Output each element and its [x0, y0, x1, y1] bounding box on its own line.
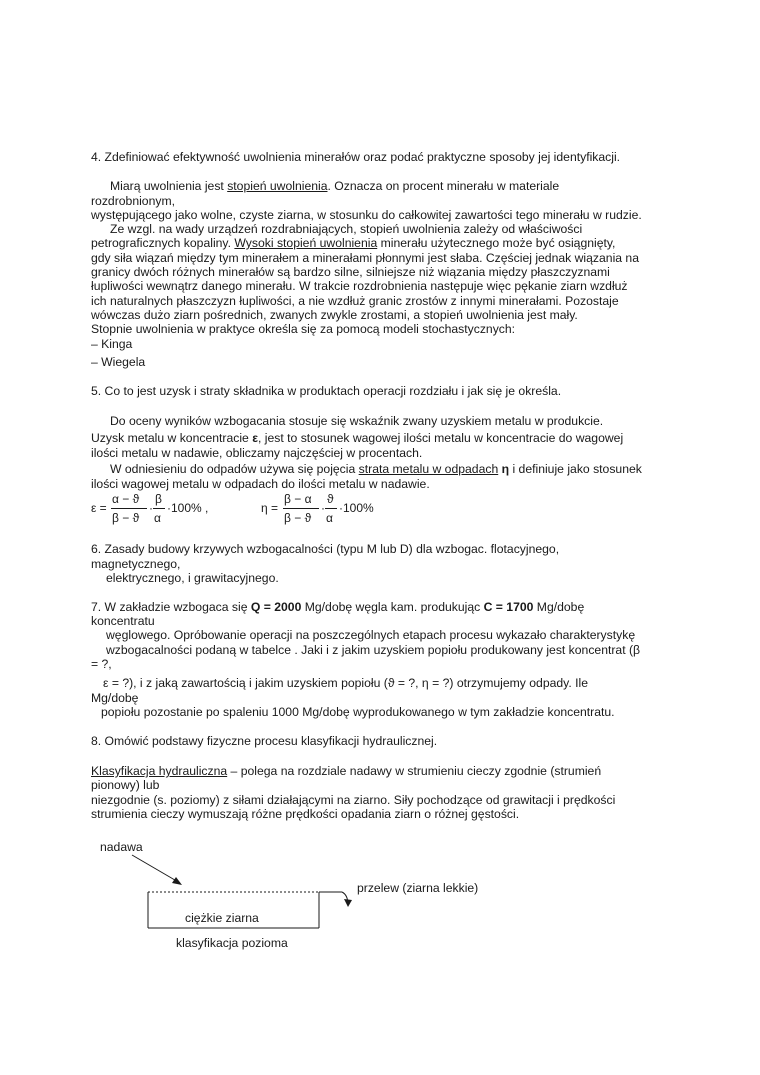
q8-line-2: pionowy) lub — [91, 778, 160, 792]
q7-text: 7. W zakładzie wzbogaca się — [91, 600, 251, 614]
q4-line-1 — [110, 179, 559, 194]
formula-eta-num1: β − α — [284, 492, 312, 506]
q7-text: Mg/dobę — [533, 600, 585, 614]
arrow-head-icon — [172, 877, 182, 885]
q5-text: i definiuje jako stosunek — [509, 462, 642, 476]
q5-line-4 — [110, 462, 642, 477]
q4-line-11: Stopnie uwolnienia w praktyce określa się za pomocą modeli stochastycznych: — [91, 322, 516, 336]
term-stopien-uwolnienia: stopień uwolnienia — [227, 179, 328, 193]
q7-line-7: Mg/dobę — [91, 691, 139, 705]
formula-eta-den2: α — [326, 511, 333, 525]
fraction-bar — [111, 508, 147, 509]
term-klasyfikacja-hydrauliczna: Klasyfikacja hydrauliczna — [91, 764, 228, 778]
formula-eta-tail: ·100% — [339, 501, 374, 515]
q8-line-1 — [91, 764, 601, 779]
q7-line-1 — [91, 600, 584, 615]
q4-line-7: granicy dwóch różnych minerałów są bardzo silne, silniejsze niż wiązania między płaszczyznami — [91, 265, 610, 279]
q7-line-5: = ?, — [91, 657, 112, 671]
label-heavy-grains: ciężkie ziarna — [185, 911, 259, 925]
q4-line-4: Ze wzgl. na wady urządzeń rozdrabniających, stopień uwolnienia zależy od właściwości — [110, 222, 583, 236]
q4-line-5 — [91, 236, 615, 251]
formula-eta-lhs: η = — [261, 501, 279, 515]
formula-epsilon-num2: β — [155, 492, 162, 506]
formula-epsilon-num1: α − ϑ — [112, 492, 140, 506]
symbol-eta: η — [501, 462, 510, 476]
classification-diagram — [90, 835, 530, 955]
value-q: Q = 2000 — [250, 600, 302, 614]
q5-line-3: ilości metalu w nadawie, obliczamy najczęściej w procentach. — [91, 446, 423, 460]
q6-line-2: magnetycznego, — [91, 557, 181, 571]
formula-epsilon-lhs: ε = — [91, 501, 107, 515]
q5-title: 5. Co to jest uzysk i straty składnika w produktach operacji rozdziału i jak się je określa. — [91, 384, 562, 398]
q7-text: Mg/dobę węgla kam. produkując — [301, 600, 484, 614]
formulas — [91, 490, 411, 528]
q8-line-3: niezgodnie (s. poziomy) z siłami działającymi na ziarno. Siły pochodzące od grawitacji i prędkości — [91, 793, 616, 807]
q7-line-8: popiołu pozostanie po spaleniu 1000 Mg/dobę wyprodukowanego w tym zakładzie koncentratu. — [101, 705, 615, 719]
term-strata-metalu: strata metalu w odpadach — [358, 462, 499, 476]
q7-line-2: koncentratu — [91, 614, 155, 628]
formula-epsilon-den1: β − ϑ — [112, 511, 140, 525]
q5-text: , jest to stosunek wagowej ilości metalu w koncentracie do wagowej — [258, 431, 624, 445]
value-c: C = 1700 — [483, 600, 534, 614]
diagram-caption: klasyfikacja pozioma — [176, 936, 288, 950]
q8-line-4: strumienia cieczy wymuszają różne prędkości opadania ziarn o różnej gęstości. — [91, 807, 520, 821]
q6-line-1: 6. Zasady budowy krzywych wzbogacalności (typu M lub D) dla wzbogac. flotacyjnego, — [91, 542, 560, 556]
q4-line-10: wówczas dużo ziarn pośrednich, zwanych zwykle zrostami, a stopień uwolnienia jest mały. — [91, 308, 578, 322]
formula-eta-dot: · — [321, 501, 325, 515]
formula-eta-num2: ϑ — [327, 492, 334, 506]
feed-arrow-line — [132, 855, 180, 883]
formula-epsilon-dot: · — [149, 501, 153, 515]
q4-line-6: gdy siła wiązań między tym minerałem a minerałami płonnymi jest słaba. Częściej jednak wiązania na — [91, 251, 639, 265]
q5-line-5: ilości wagowej metalu w odpadach do ilości metalu w nadawie. — [91, 477, 430, 491]
q4-text: petrograficznych kopaliny. — [91, 236, 235, 250]
list-item-kinga: – Kinga — [91, 337, 133, 351]
q6-line-3: elektrycznego, i grawitacyjnego. — [106, 571, 279, 585]
label-overflow: przelew (ziarna lekkie) — [357, 881, 479, 895]
q5-line-1: Do oceny wyników wzbogacania stosuje się wskaźnik zwany uzyskiem metalu w produkcie. — [110, 414, 604, 428]
q4-text: . Oznacza on procent minerału w materiale — [327, 179, 560, 193]
q4-title: 4. Zdefiniować efektywność uwolnienia minerałów oraz podać praktyczne sposoby jej identyfikacji. — [91, 150, 621, 164]
q4-line-8: łupliwości wewnątrz danego minerału. W trakcie rozdrobnienia następuje więc pękanie ziarn wzdłuż — [91, 279, 628, 293]
q4-text: Miarą uwolnienia jest — [110, 179, 228, 193]
q5-line-2 — [91, 431, 623, 446]
q4-line-9: ich naturalnych płaszczyzn łupliwości, a nie wzdłuż granic zrostów z innymi minerałami. Pozostaje — [91, 294, 619, 308]
fraction-bar — [325, 508, 337, 509]
term-wysoki-stopien: Wysoki stopień uwolnienia — [234, 236, 378, 250]
formula-epsilon-tail: ·100% , — [167, 501, 209, 515]
fraction-bar — [153, 508, 165, 509]
q4-line-3: występującego jako wolne, czyste ziarna, w stosunku do całkowitej zawartości tego minerału w rudzie. — [91, 208, 642, 222]
q4-text: minerału użytecznego może być osiągnięty, — [377, 236, 616, 250]
fraction-bar — [283, 508, 319, 509]
q7-line-3: węglowego. Opróbowanie operacji na poszczególnych etapach procesu wykazało charakterystykę — [106, 628, 636, 642]
symbol-epsilon: ε — [252, 431, 259, 445]
q5-text: Uzysk metalu w koncentracie — [91, 431, 253, 445]
q8-text: – polega na rozdziale nadawy w strumieniu cieczy zgodnie (strumień — [227, 764, 602, 778]
label-feed: nadawa — [100, 840, 143, 854]
formula-eta-den1: β − ϑ — [284, 511, 312, 525]
overflow-arrow-icon — [344, 899, 352, 907]
formula-epsilon-den2: α — [154, 511, 161, 525]
list-item-wiegela: – Wiegela — [91, 355, 146, 369]
q8-title: 8. Omówić podstawy fizyczne procesu klasyfikacji hydraulicznej. — [91, 734, 438, 748]
q4-line-2: rozdrobnionym, — [91, 194, 175, 208]
q5-text: W odniesieniu do odpadów używa się pojęcia — [110, 462, 359, 476]
q7-line-6: ε = ?), i z jaką zawartością i jakim uzyskiem popiołu (ϑ = ?, η = ?) otrzymujemy odpady. Ile — [103, 676, 589, 690]
q7-line-4: wzbogacalności podaną w tabelce . Jaki i z jakim uzyskiem popiołu produkowany jest koncentrat (β — [106, 643, 641, 657]
